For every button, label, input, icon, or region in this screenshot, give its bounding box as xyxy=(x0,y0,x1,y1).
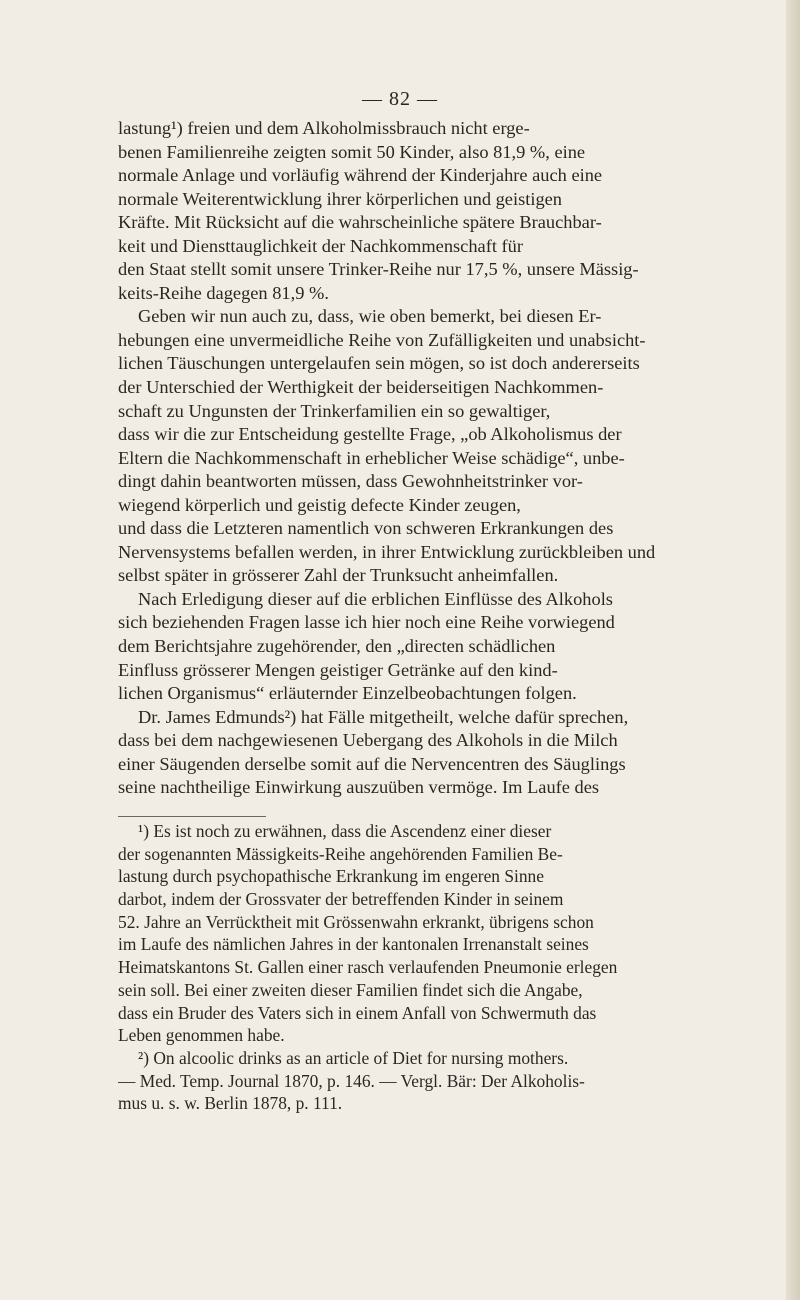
body-line: schaft zu Ungunsten der Trinkerfamilien ein so gewaltiger, xyxy=(118,400,551,421)
body-line: normale Anlage und vorläufig während der Kinderjahre auch eine xyxy=(118,165,603,186)
footnote-line: ²) On alcoolic drinks as an article of Diet for nursing mothers. xyxy=(138,1047,569,1068)
footnote-line: dass ein Bruder des Vaters sich in einem Anfall von Schwermuth das xyxy=(118,1002,597,1023)
page-edge xyxy=(786,0,800,1300)
body-line: dass bei dem nachgewiesenen Uebergang des Alkohols in die Milch xyxy=(118,730,618,751)
body-line: Einfluss grösserer Mengen geistiger Getränke auf den kind- xyxy=(118,659,558,680)
body-line: und dass die Letzteren namentlich von schweren Erkrankungen des xyxy=(118,518,614,539)
body-line: normale Weiterentwicklung ihrer körperlichen und geistigen xyxy=(118,188,563,209)
body-line: sich beziehenden Fragen lasse ich hier noch eine Reihe vorwiegend xyxy=(118,612,615,633)
body-line: lastung¹) freien und dem Alkoholmissbrauch nicht erge- xyxy=(118,118,530,138)
body-line: einer Säugenden derselbe somit auf die Nervencentren des Säuglings xyxy=(118,753,626,774)
body-line: wiegend körperlich und geistig defecte Kinder zeugen, xyxy=(118,494,521,515)
footnote-line: Leben genommen habe. xyxy=(118,1025,285,1046)
footnote-line: ¹) Es ist noch zu erwähnen, dass die Ascendenz einer dieser xyxy=(138,821,552,841)
body-line: Kräfte. Mit Rücksicht auf die wahrscheinliche spätere Brauchbar- xyxy=(118,212,602,233)
footnote-line: darbot, indem der Grossvater der betreffenden Kinder in seinem xyxy=(118,889,564,910)
footnote-line: lastung durch psychopathische Erkrankung im engeren Sinne xyxy=(118,866,544,887)
footnote-line: — Med. Temp. Journal 1870, p. 146. — Vergl. Bär: Der Alkoholis- xyxy=(118,1070,585,1091)
footnote-line: sein soll. Bei einer zweiten dieser Familien findet sich die Angabe, xyxy=(118,979,583,1000)
footnote-line: im Laufe des nämlichen Jahres in der kantonalen Irrenanstalt seines xyxy=(118,934,589,955)
body-line: hebungen eine unvermeidliche Reihe von Zufälligkeiten und unabsicht- xyxy=(118,329,646,350)
footnote-line: 52. Jahre an Verrücktheit mit Grössenwahn erkrankt, übrigens schon xyxy=(118,911,594,932)
footnote-line: Heimatskantons St. Gallen einer rasch verlaufenden Pneumonie erlegen xyxy=(118,957,618,978)
body-line: Nervensystems befallen werden, in ihrer Entwicklung zurückbleiben und xyxy=(118,541,656,562)
footnote-line: der sogenannten Mässigkeits-Reihe angehörenden Familien Be- xyxy=(118,843,563,864)
body-line: der Unterschied der Werthigkeit der beiderseitigen Nachkommen- xyxy=(118,377,604,398)
footnote-line: mus u. s. w. Berlin 1878, p. 111. xyxy=(118,1093,343,1114)
body-line: lichen Täuschungen untergelaufen sein mögen, so ist doch andererseits xyxy=(118,353,640,374)
body-line: den Staat stellt somit unsere Trinker-Reihe nur 17,5 %, unsere Mässig- xyxy=(118,259,639,280)
body-text xyxy=(118,117,766,800)
body-line: dass wir die zur Entscheidung gestellte Frage, „ob Alkoholismus der xyxy=(118,424,622,445)
footnotes xyxy=(118,820,766,1115)
body-line: Geben wir nun auch zu, dass, wie oben bemerkt, bei diesen Er- xyxy=(138,306,602,327)
body-line: keits-Reihe dagegen 81,9 %. xyxy=(118,282,329,303)
body-line: Eltern die Nachkommenschaft in erheblicher Weise schädige“, unbe- xyxy=(118,447,625,468)
body-line: dingt dahin beantworten müssen, dass Gewohnheitstrinker vor- xyxy=(118,471,583,492)
page-number: — 82 — xyxy=(362,88,438,110)
body-line: benen Familienreihe zeigten somit 50 Kinder, also 81,9 %, eine xyxy=(118,141,586,162)
body-line: selbst später in grösserer Zahl der Trunksucht anheimfallen. xyxy=(118,565,559,586)
body-line: seine nachtheilige Einwirkung auszuüben vermöge. Im Laufe des xyxy=(118,777,600,798)
body-line: dem Berichtsjahre zugehörender, den „directen schädlichen xyxy=(118,636,556,657)
body-line: Nach Erledigung dieser auf die erblichen Einflüsse des Alkohols xyxy=(138,588,613,609)
body-line: lichen Organismus“ erläuternder Einzelbeobachtungen folgen. xyxy=(118,683,577,704)
footnote-divider xyxy=(118,816,266,817)
body-line: keit und Diensttauglichkeit der Nachkommenschaft für xyxy=(118,235,523,256)
body-line: Dr. James Edmunds²) hat Fälle mitgetheilt, welche dafür sprechen, xyxy=(138,706,629,727)
